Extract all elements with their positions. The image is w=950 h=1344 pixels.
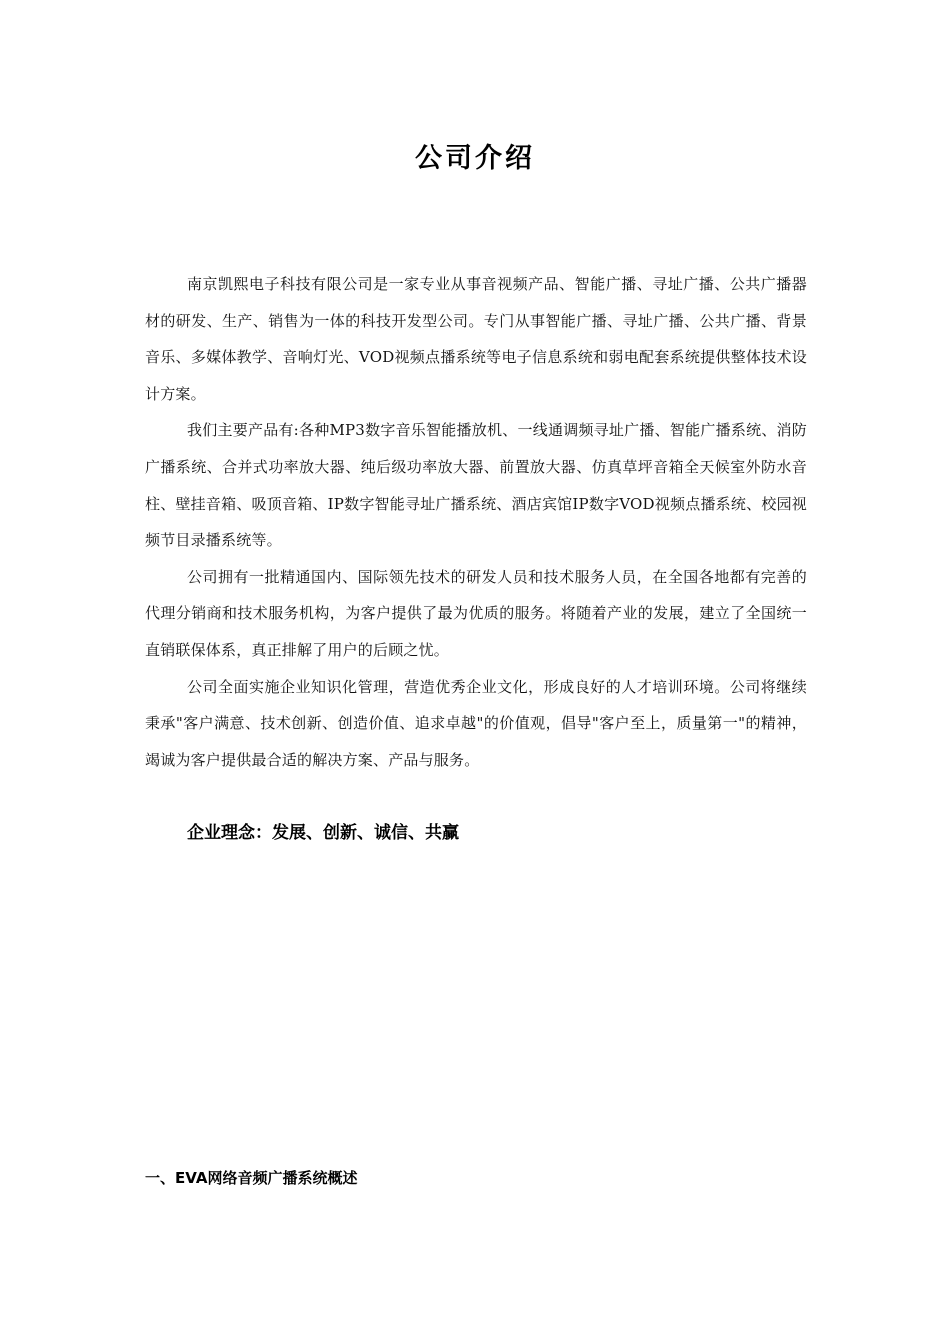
company-philosophy: 企业理念：发展、创新、诚信、共赢 [187,823,459,843]
intro-body [145,266,807,778]
intro-paragraph-3: 公司拥有一批精通国内、国际领先技术的研发人员和技术服务人员，在全国各地都有完善的代理分销商和技术服务机构，为客户提供了最为优质的服务。将随着产业的发展，建立了全国统一直销联保体系，真正排解了用户的后顾之忧。 [145,567,807,659]
intro-paragraph-2: 我们主要产品有:各种MP3数字音乐智能播放机、一线通调频寻址广播、智能广播系统、消防广播系统、合并式功率放大器、纯后级功率放大器、前置放大器、仿真草坪音箱全天候室外防水音柱、壁挂音箱、吸顶音箱、IP数字智能寻址广播系统、酒店宾馆IP数字VOD视频点播系统、校园视频节目录播系统等。 [145,421,807,550]
intro-paragraph-4: 公司全面实施企业知识化管理，营造优秀企业文化，形成良好的人才培训环境。公司将继续秉承"客户满意、技术创新、创造价值、追求卓越"的价值观，倡导"客户至上，质量第一"的精神，竭诚为客户提供最合适的解决方案、产品与服务。 [145,677,807,769]
section-heading: 一、EVA网络音频广播系统概述 [145,1169,358,1187]
intro-paragraph-1: 南京凯熙电子科技有限公司是一家专业从事音视频产品、智能广播、寻址广播、公共广播器材的研发、生产、销售为一体的科技开发型公司。专门从事智能广播、寻址广播、公共广播、背景音乐、多媒体教学、音响灯光、VOD视频点播系统等电子信息系统和弱电配套系统提供整体技术设计方案。 [145,275,807,403]
page-title: 公司介绍 [415,143,535,174]
